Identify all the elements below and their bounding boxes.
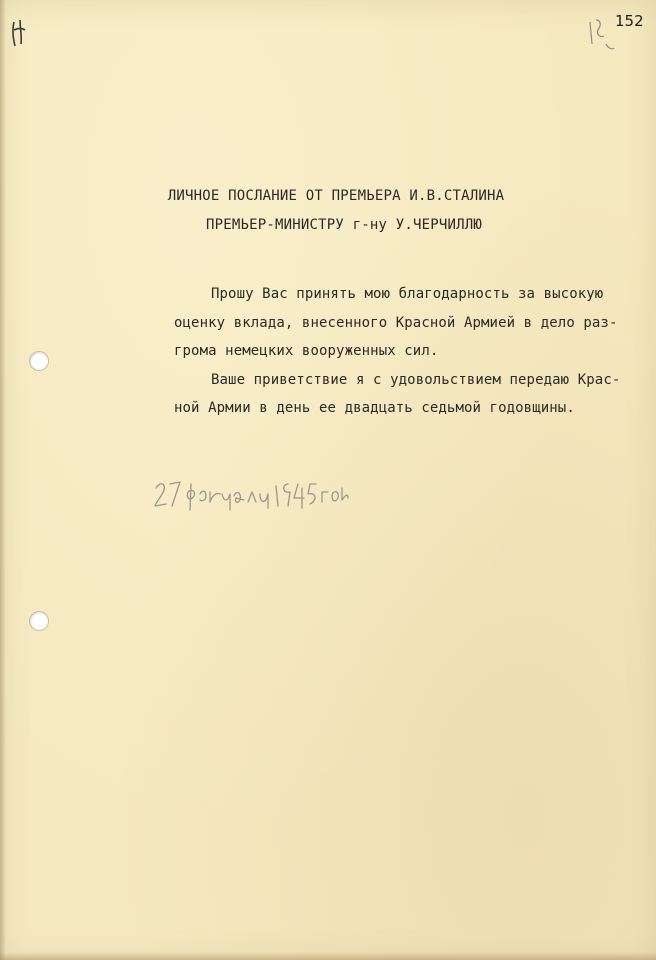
punch-hole (30, 612, 48, 630)
document-title: ЛИЧНОЕ ПОСЛАНИЕ ОТ ПРЕМЬЕРА И.В.СТАЛИНА (167, 188, 505, 204)
folio-number: 152 (615, 12, 644, 30)
archive-faint-mark (586, 14, 616, 54)
page-bottom-shadow (0, 952, 656, 960)
page-edge-shadow (0, 0, 6, 960)
handwritten-date-annotation (150, 470, 350, 514)
document-subtitle: ПРЕМЬЕР-МИНИСТРУ г-ну У.ЧЕРЧИЛЛЮ (205, 217, 483, 233)
body-line: ной Армии в день ее двадцать седьмой годовщины. (174, 400, 575, 416)
handwritten-date-scribble (150, 470, 350, 514)
archive-pencil-mark (8, 16, 38, 56)
body-line: оценку вклада, внесенного Красной Армией в дело раз- (174, 315, 618, 331)
body-line: грома немецких вооруженных сил. (174, 343, 439, 359)
body-line: Прошу Вас принять мою благодарность за высокую (211, 286, 604, 302)
body-line: Ваше приветствие я с удовольствием передаю Крас- (211, 372, 621, 388)
punch-hole (30, 352, 48, 370)
